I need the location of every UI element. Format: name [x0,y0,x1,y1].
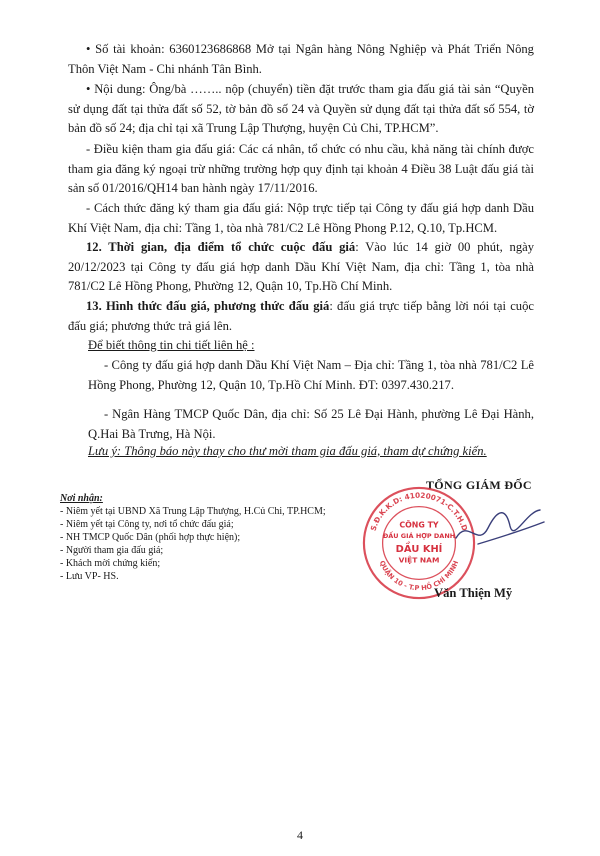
seal-line-1: CÔNG TY [399,520,439,530]
seal-line-3: DẦU KHÍ [395,543,443,555]
payment-content-text: Nội dung: Ông/bà …….. nộp (chuyển) tiền đặt trước tham gia đấu giá tài sản “Quyền sử dụng đất tại thửa đất số 52, tờ bản đồ số 24 và Quyền sử dụng đất tại thửa đất số 554, tờ bản đồ số 24; địa chỉ tại xã Trung Lập Thượng, huyện Củ Chi, TP.HCM”. [68,82,534,135]
section-13-text: : đấu giá trực tiếp bằng lời nói tại cuộc đấu giá; phương thức trả giá lên. [68,299,534,333]
notice-note: Lưu ý: Thông báo này thay cho thư mời tham gia đấu giá, tham dự chứng kiến. [88,444,487,458]
section-13-heading: 13. Hình thức đấu giá, phương thức đấu giá [86,299,330,313]
section-12-paragraph [68,238,534,297]
contact-line-bank: - Ngân Hàng TMCP Quốc Dân, địa chỉ: Số 25 Lê Đại Hành, phường Lê Đại Hành, Q.Hai Bà Trưng, Hà Nội. [88,407,534,441]
recipient-item: - NH TMCP Quốc Dân (phối hợp thực hiện); [60,532,241,543]
recipient-item: - Khách mời chứng kiến; [60,558,161,569]
bullet-marker: • [86,82,91,96]
recipient-item: - Niêm yết tại UBND Xã Trung Lập Thượng, H.Củ Chi, TP.HCM; [60,506,326,517]
dash-marker: - [86,142,91,156]
section-12-text: : Vào lúc 14 giờ 00 phút, ngày 20/12/2023 tại Công ty đấu giá hợp danh Dầu Khí Việt Nam, địa chỉ: Tầng 1, tòa nhà 781/C2 Lê Hồng Phong, Phường 12, Quận 10, Tp.Hồ Chí Minh. [68,240,534,293]
section-13-paragraph [68,297,534,336]
signer-name: Văn Thiện Mỹ [434,586,513,600]
seal-ring-text: S.Đ.K.K.D: 41020071-C.T.H.D [368,490,470,532]
registration-text: Cách thức đăng ký tham gia đấu giá: Nộp trực tiếp tại Công ty đấu giá hợp danh Dầu Khí Việt Nam, địa chỉ: Tầng 1, tòa nhà 781/C2 Lê Hồng Phong P.12, Q.10, Tp.HCM. [68,201,534,235]
conditions-text: Điều kiện tham gia đấu giá: Các cá nhân, tổ chức có nhu cầu, khả năng tài chính được tham gia đăng ký ngoại trừ những trường hợp quy định tại khoản 4 Điều 38 Luật đấu giá tài sản số 01/2016/QH14 ban hành ngày 17/11/2016. [68,142,534,195]
registration-paragraph [68,199,534,238]
conditions-paragraph [68,140,534,199]
bullet-marker: • [86,42,91,56]
recipients-title: Nơi nhận: [60,493,103,504]
contact-heading: Để biết thông tin chi tiết liên hệ : [88,338,255,352]
contact-line-company: - Công ty đấu giá hợp danh Dầu Khí Việt Nam – Địa chỉ: Tầng 1, tòa nhà 781/C2 Lê Hồng Phong, Phường 12, Quận 10, Tp.Hồ Chí Minh. ĐT: 0397.430.217. [88,358,534,392]
signature-title: TỔNG GIÁM ĐỐC [426,478,532,492]
recipient-item: - Người tham gia đấu giá; [60,545,164,556]
recipients-block [60,492,326,583]
seal-ring-bottom-text: QUẬN 10 - T.P HỒ CHÍ MINH [377,559,461,593]
bank-account-paragraph [68,40,534,79]
seal-line-4: VIỆT NAM [398,555,440,565]
section-12-heading: 12. Thời gian, địa điểm tổ chức cuộc đấu giá [86,240,356,254]
seal-line-2: ĐẤU GIÁ HỢP DANH [382,532,456,541]
payment-content-paragraph [68,80,534,139]
recipient-item: - Lưu VP- HS. [60,571,119,582]
dash-marker: - [86,201,91,215]
bank-account-text: Số tài khoản: 6360123686868 Mở tại Ngân hàng Nông Nghiệp và Phát Triển Nông Thôn Việt Nam - Chi nhánh Tân Bình. [68,42,534,76]
handwritten-signature-icon [448,498,548,558]
page-number: 4 [297,828,303,842]
recipient-item: - Niêm yết tại Công ty, nơi tổ chức đấu giá; [60,519,234,530]
